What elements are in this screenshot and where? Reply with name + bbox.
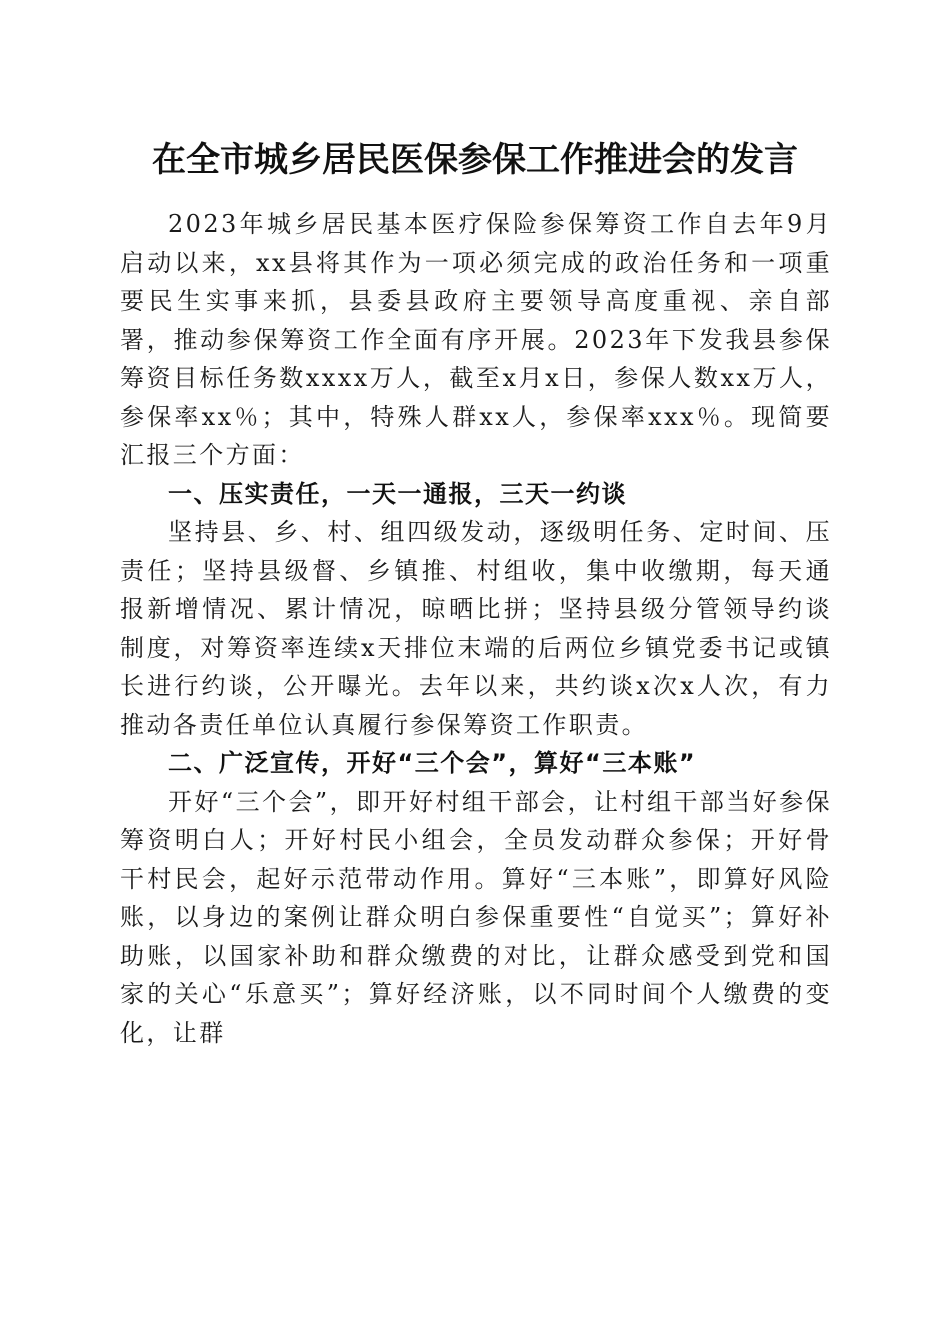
- section-2-paragraph: 开好“三个会”，即开好村组干部会，让村组干部当好参保筹资明白人；开好村民小组会，全员发动群众参保；开好骨干村民会，起好示范带动作用。算好“三本账”，即算好风险账，以身边的案例让群众明白参保重要性“自觉买”；算好补助账，以国家补助和群众缴费的对比，让群众感受到党和国家的关心“乐意买”；算好经济账，以不同时间个人缴费的变化，让群: [120, 787, 832, 1047]
- section-2-heading: 二、广泛宣传，开好“三个会”，算好“三本账”: [168, 749, 697, 777]
- document-title: 在全市城乡居民医保参保工作推进会的发言: [152, 140, 798, 180]
- section-1-heading: 一、压实责任，一天一通报，三天一约谈: [168, 479, 627, 508]
- document-body: [120, 205, 832, 1052]
- intro-paragraph: 2023年城乡居民基本医疗保险参保筹资工作自去年9月启动以来，xx县将其作为一项必须完成的政治任务和一项重要民生实事来抓，县委县政府主要领导高度重视、亲自部署，推动参保筹资工作全面有序开展。2023年下发我县参保筹资目标任务数xxxx万人，截至x月x日，参保人数xx万人，参保率xx％；其中，特殊人群xx人，参保率xxx％。现简要汇报三个方面：: [120, 210, 832, 469]
- section-1-paragraph: 坚持县、乡、村、组四级发动，逐级明任务、定时间、压责任；坚持县级督、乡镇推、村组收，集中收缴期，每天通报新增情况、累计情况，晾晒比拼；坚持县级分管领导约谈制度，对筹资率连续x天排位末端的后两位乡镇党委书记或镇长进行约谈，公开曝光。去年以来，共约谈x次x人次，有力推动各责任单位认真履行参保筹资工作职责。: [120, 518, 832, 739]
